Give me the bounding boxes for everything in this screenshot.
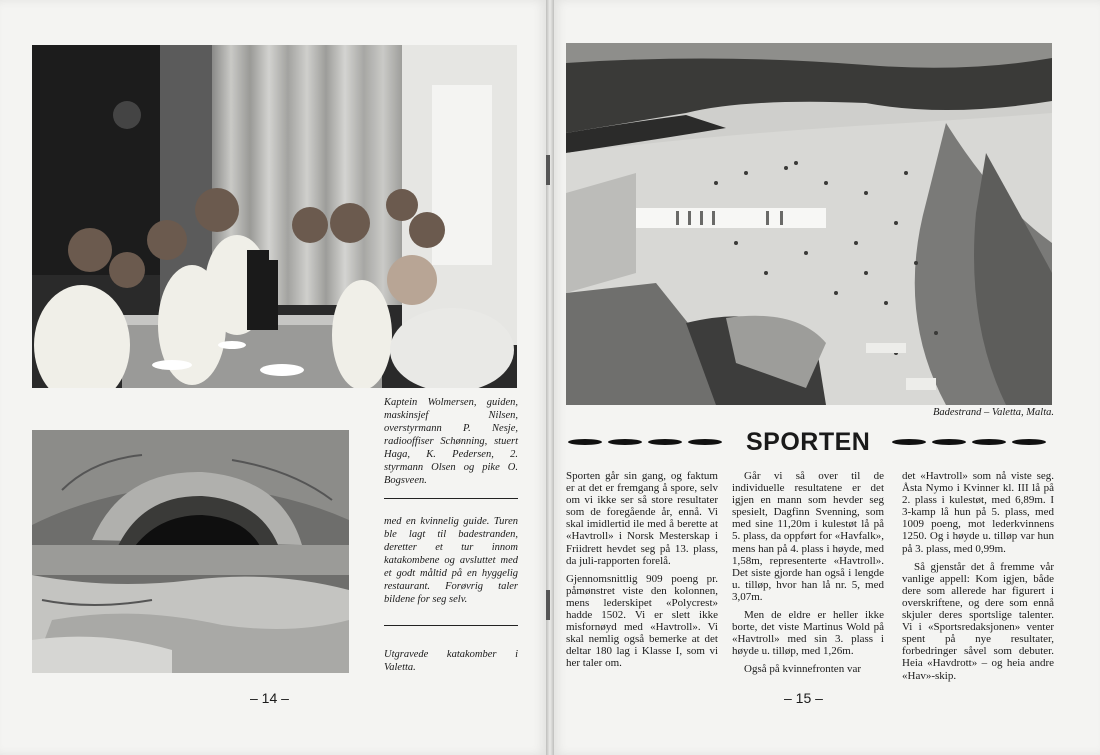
heading-dash <box>1012 439 1046 445</box>
page-number: – 15 – <box>784 690 823 706</box>
paragraph: Gjennomsnittlig 909 poeng pr. påmønstret viste den kolonnen, mens lederskipet «Polycrest» hadde 1502. Vi er slett ikke misfornøyd med «Havtroll». Vi skal nemlig også bemerke at det deltar 180 lag i Klasse I, som vi her taler om. <box>566 572 718 670</box>
heading-dash <box>892 439 926 445</box>
heading-dash <box>688 439 722 445</box>
paragraph: Går vi så over til de individuelle resultatene er det igjen en mann som hevder seg spesielt, Dagfinn Svenning, som med sine 11,20m i kulestøt lå på 5. plass, da oppført for «Havfalk», mens han på 4. plass i høyde, med 1,58m, representerte «Havtroll». Det siste gjorde han også i lengde u. tilløp, hvor han lå nr. 5, med 3,07m. <box>732 470 884 603</box>
dinner-group-photo <box>32 45 517 388</box>
paragraph: Men de eldre er heller ikke borte, det viste Martinus Wold på «Havtroll» med sin 3. plass i høyde u. tilløp, med 1,26m. <box>732 609 884 658</box>
heading-dash <box>972 439 1006 445</box>
beach-photo-caption: Badestrand – Valetta, Malta. <box>932 407 1054 418</box>
article-column-3 <box>902 470 1054 688</box>
right-page <box>552 0 1100 755</box>
heading-dash <box>608 439 642 445</box>
catacomb-photo <box>32 430 349 673</box>
heading-dash <box>568 439 602 445</box>
paragraph: Også på kvinnefronten var <box>744 663 861 676</box>
group-photo-caption: Kaptein Wolmersen, guiden, maskinsjef Nilsen, overstyrmann P. Nesje, radiooffiser Schønning, stuert Haga, K. Pedersen, 2. styrmann Olsen og pike O. Bogsveen. <box>384 397 518 486</box>
caption-divider <box>384 498 518 499</box>
beach-photo <box>566 43 1052 405</box>
page-number: – 14 – <box>250 690 289 706</box>
paragraph: det «Havtroll» som nå viste seg. Åsta Nymo i Kvinner kl. III lå på 2. plass i kulestøt, med 6,89m. I 3-kamp lå hun på 5. plass, med 1009 poeng, mot lederkvinnens 1250. Og i høyde u. tilløp var hun på 3. plass, med 0,99m. <box>902 470 1054 555</box>
heading-dash <box>932 439 966 445</box>
heading-dash <box>648 439 682 445</box>
article-column-1 <box>566 470 718 676</box>
staple <box>546 590 550 620</box>
paragraph: Så gjenstår det å fremme vår vanlige appell: Kom igjen, både dere som allerede har figurert i overskriftene, og dere som ennå skjuler deres sportslige talenter. Vi i «Sportsredaksjonen» venter spent på nye resultater, forbedringer såvel som debuter. Heia «Havdrott» – og heia andre «Hav»-skip. <box>902 560 1054 682</box>
catacomb-caption: Utgravede katakomber i Valetta. <box>384 649 518 673</box>
book-spine <box>546 0 554 755</box>
trip-caption: med en kvinnelig guide. Turen ble lagt til badestranden, deretter et tur innom katakombene og avsluttet med et godt måltid på en hyggelig restaurant. Forøvrig taler bildene for seg selv. <box>384 516 518 605</box>
paragraph: Sporten går sin gang, og faktum er at det er fremgang å spore, selv om vi ikke ser så store resultater som de foregående år, ennå. Vi skal imidlertid ile med å berette at «Havtroll» i Norsk Mesterskap i Friidrett hevdet seg på 13. plass, da juli-rapporten forelå. <box>566 470 718 567</box>
left-page <box>0 0 548 755</box>
caption-divider <box>384 625 518 626</box>
article-column-2 <box>732 470 884 682</box>
section-heading: SPORTEN <box>746 428 871 456</box>
staple <box>546 155 550 185</box>
